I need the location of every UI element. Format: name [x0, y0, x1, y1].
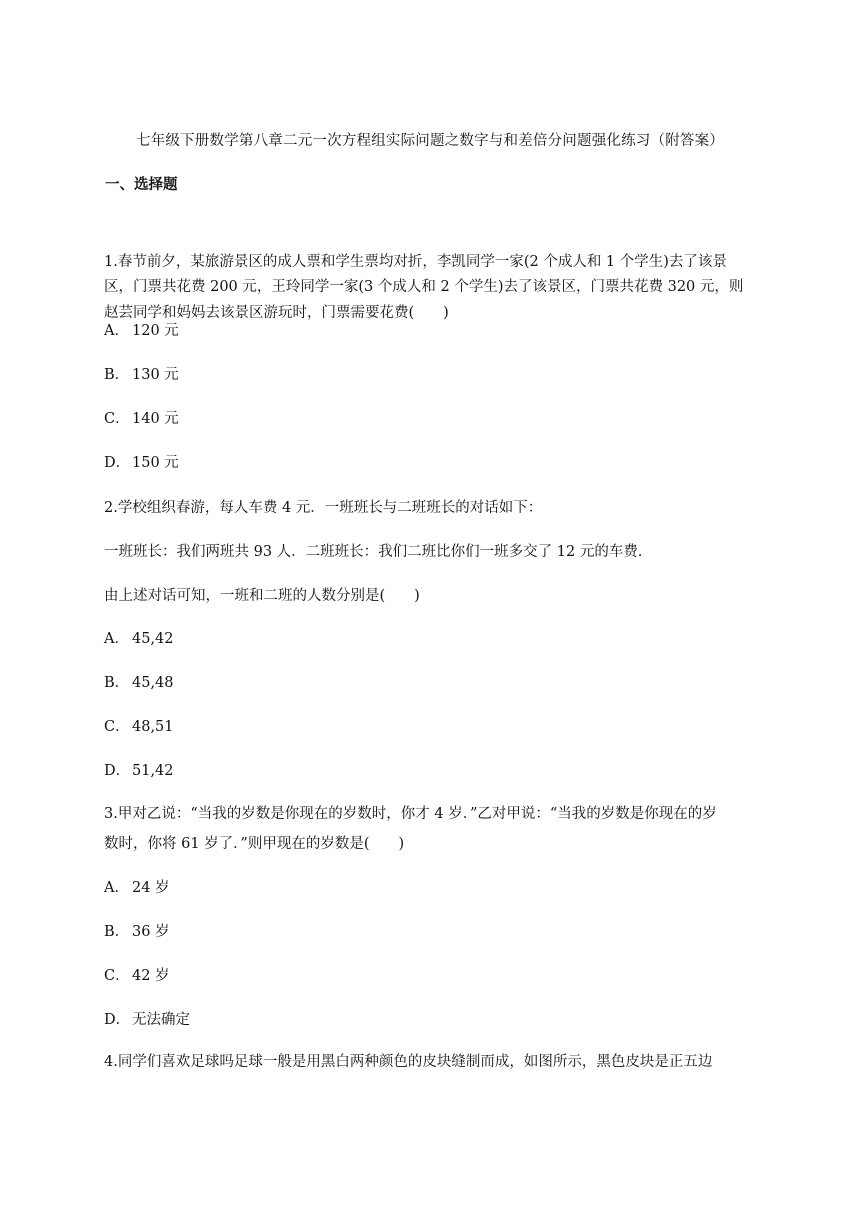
question-1-line-2: 区，门票共花费 200 元，王玲同学一家(3 个成人和 2 个学生)去了该景区，门票共花费 320 元，则: [104, 279, 744, 295]
question-2-option-c: [104, 716, 174, 738]
question-2-line-1: 2.学校组织春游，每人车费 4 元．一班班长与二班班长的对话如下：: [104, 500, 543, 516]
question-2-option-d: [104, 760, 174, 782]
question-1-option-a: [104, 320, 179, 342]
question-3-option-c: [104, 965, 170, 987]
option-letter: D．: [104, 1012, 131, 1028]
question-1-option-b: [104, 364, 179, 386]
question-1-option-d: [104, 452, 179, 474]
option-letter: A．: [104, 323, 129, 339]
question-4-line-1: 4.同学们喜欢足球吗足球一般是用黑白两种颜色的皮块缝制而成，如图所示，黑色皮块是正五边: [104, 1054, 713, 1070]
question-3-option-b: [104, 921, 170, 943]
option-text: 45,48: [132, 675, 174, 691]
question-2-option-a: [104, 628, 174, 650]
question-1-option-c: [104, 408, 179, 430]
option-text: 51,42: [132, 763, 174, 779]
option-letter: B．: [104, 675, 130, 691]
question-1-line-3: 赵芸同学和妈妈去该景区游玩时，门票需要花费( ): [104, 305, 449, 321]
document-title: 七年级下册数学第八章二元一次方程组实际问题之数字与和差倍分问题强化练习（附答案）: [136, 133, 724, 149]
option-letter: B．: [104, 924, 130, 940]
question-2-line-3: 由上述对话可知，一班和二班的人数分别是( ): [104, 588, 420, 604]
option-text: 140 元: [132, 411, 179, 427]
option-text: 36 岁: [132, 924, 170, 940]
option-text: 45,42: [132, 631, 174, 647]
question-3-line-2: 数时，你将 61 岁了．”则甲现在的岁数是( ): [104, 836, 405, 852]
question-2-option-b: [104, 672, 174, 694]
option-letter: C．: [104, 411, 130, 427]
option-letter: D．: [104, 455, 131, 471]
question-3-line-1: 3.甲对乙说：“当我的岁数是你现在的岁数时，你才 4 岁．”乙对甲说：“当我的岁数是你现在的岁: [104, 806, 717, 822]
option-text: 48,51: [132, 719, 174, 735]
option-text: 42 岁: [132, 968, 170, 984]
option-text: 130 元: [132, 367, 179, 383]
option-letter: C．: [104, 968, 130, 984]
option-text: 无法确定: [132, 1012, 190, 1028]
option-text: 150 元: [132, 455, 179, 471]
question-3-option-a: [104, 877, 170, 899]
question-2-line-2: 一班班长：我们两班共 93 人．二班班长：我们二班比你们一班多交了 12 元的车费．: [104, 544, 653, 560]
option-text: 24 岁: [132, 880, 170, 896]
option-letter: A．: [104, 631, 129, 647]
option-letter: B．: [104, 367, 130, 383]
option-letter: A．: [104, 880, 129, 896]
option-letter: C．: [104, 719, 130, 735]
section-heading: 一、选择题: [105, 176, 178, 193]
question-3-option-d: [104, 1009, 190, 1031]
question-1-line-1: 1.春节前夕，某旅游景区的成人票和学生票均对折，李凯同学一家(2 个成人和 1 个学生)去了该景: [104, 254, 727, 270]
option-text: 120 元: [132, 323, 179, 339]
option-letter: D．: [104, 763, 131, 779]
